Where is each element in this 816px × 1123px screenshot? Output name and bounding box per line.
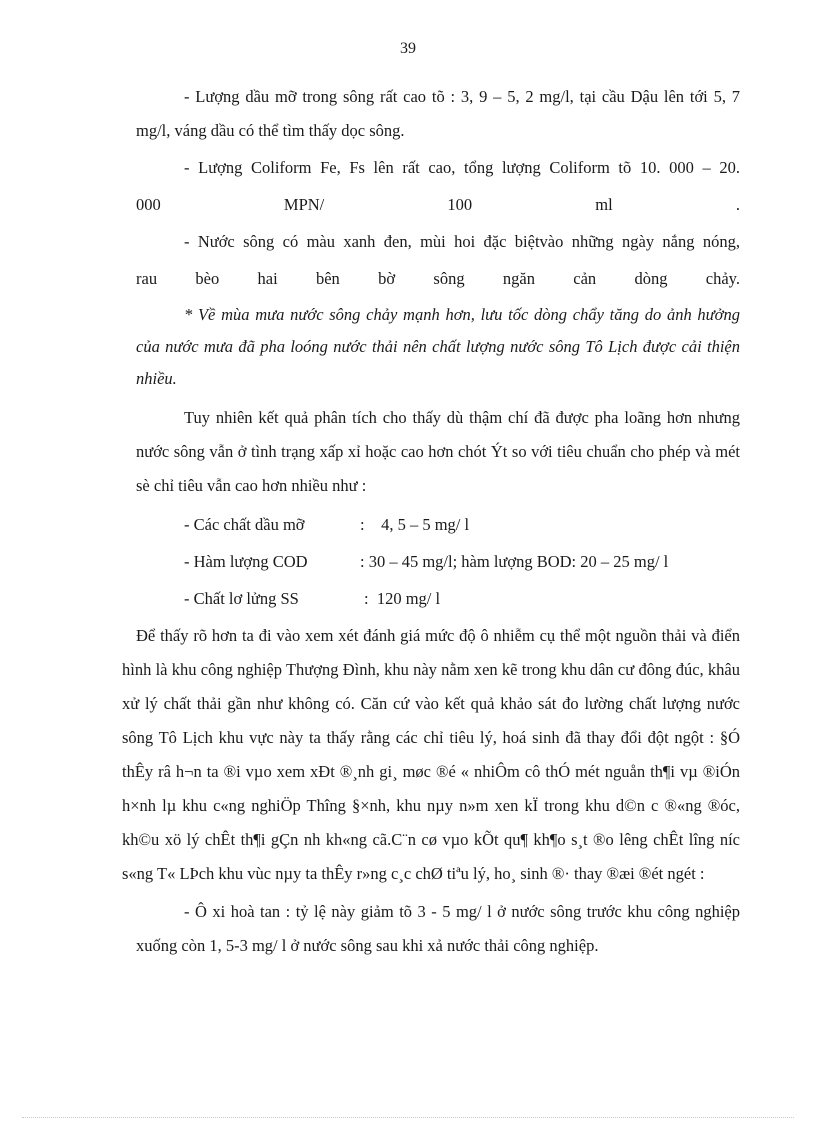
paragraph-coliform: - Lượng Coliform Fe, Fs lên rất cao, tổng lượng Coliform tõ 10. 000 – 20. — [184, 158, 740, 177]
page-number: 39 — [400, 40, 416, 57]
list-item-value: : 120 mg/ l — [364, 589, 441, 608]
paragraph-oil-grease: - Lượng dầu mỡ trong sông rất cao tõ : 3, 9 – 5, 2 mg/l, tại cầu Dậu lên tới 5, 7 mg/l, váng dầu có thể tìm thấy dọc sông. — [136, 87, 740, 140]
list-item — [136, 543, 740, 580]
page-content — [122, 80, 740, 966]
list-item-label: - Hàm lượng COD — [184, 552, 308, 571]
paragraph-water-color-cont: rau bèo hai bên bờ sông ngăn cản dòng chảy. — [136, 269, 740, 288]
paragraph-coliform-cont: 000 MPN/ 100 ml . — [136, 195, 740, 214]
paragraph-water-color: - Nước sông có màu xanh đen, mùi hoi đặc biệtvào những ngày nắng nóng, — [184, 232, 740, 251]
list-item — [136, 580, 740, 617]
list-item-label: - Chất lơ lửng SS — [184, 589, 299, 608]
list-item-value: : 30 – 45 mg/l; hàm lượng BOD: 20 – 25 mg/ l — [360, 552, 669, 571]
paragraph-analysis: Tuy nhiên kết quả phân tích cho thấy dù thậm chí đã được pha loãng hơn nhưng nước sông vẫn ở tình trạng xấp xỉ hoặc cao hơn chót Ýt so với tiêu chuẩn cho phép và mét sè chỉ tiêu vẫn cao hơn nhiều như : — [136, 408, 740, 495]
paragraph-rainy-season: * Về mùa mưa nước sông chảy mạnh hơn, lưu tốc dòng chẩy tăng do ảnh hưởng của nước mưa đã pha loóng nước thải nên chất lượng nước sông Tô Lịch được cải thiện nhiều. — [136, 305, 740, 388]
list-item-value: : 4, 5 – 5 mg/ l — [360, 515, 470, 534]
page-bottom-rule — [22, 1117, 794, 1118]
paragraph-thuong-dinh: Để thấy rõ hơn ta đi vào xem xét đánh giá mức độ ô nhiễm cụ thể một nguồn thải và điển hình là khu công nghiệp Thượng Đình, khu này nằm xen kẽ trong khu dân cư đông đúc, khâu xử lý chất thải gần như không có. Căn cứ vào kết quả khảo sát đo lường chất lượng nước sông Tô Lịch khu vực này ta thấy rằng các chỉ tiêu lý, hoá sinh đã thay đổi đột ngột : §Ó thÊy râ h¬n ta ®i vµo xem xÐt ®¸nh gi¸ møc ®é « nhiÔm cô thÓ mét nguån th¶i vµ ®iÓn h×nh lµ khu c«ng nghiÖp Thîng §×nh, khu nµy n»m xen kÏ trong khu d©n c ®«ng ®óc, kh©u xö lý chÊt th¶i gÇn nh kh«ng cã.C¨n cø vµo kÕt qu¶ kh¶o s¸t ®o lêng chÊt lîng níc s«ng T« LÞch khu vùc nµy ta thÊy r»ng c¸c chØ tiªu lý, ho¸ sinh ®· thay ®æi ®ét ngét : — [122, 626, 740, 883]
list-item — [136, 506, 740, 543]
paragraph-dissolved-oxygen: - Ô xi hoà tan : tỷ lệ này giảm tõ 3 - 5 mg/ l ở nước sông trước khu công nghiệp xuống còn 1, 5-3 mg/ l ở nước sông sau khi xả nước thải công nghiệp. — [136, 902, 740, 955]
list-item-label: - Các chất dầu mỡ — [184, 515, 305, 534]
